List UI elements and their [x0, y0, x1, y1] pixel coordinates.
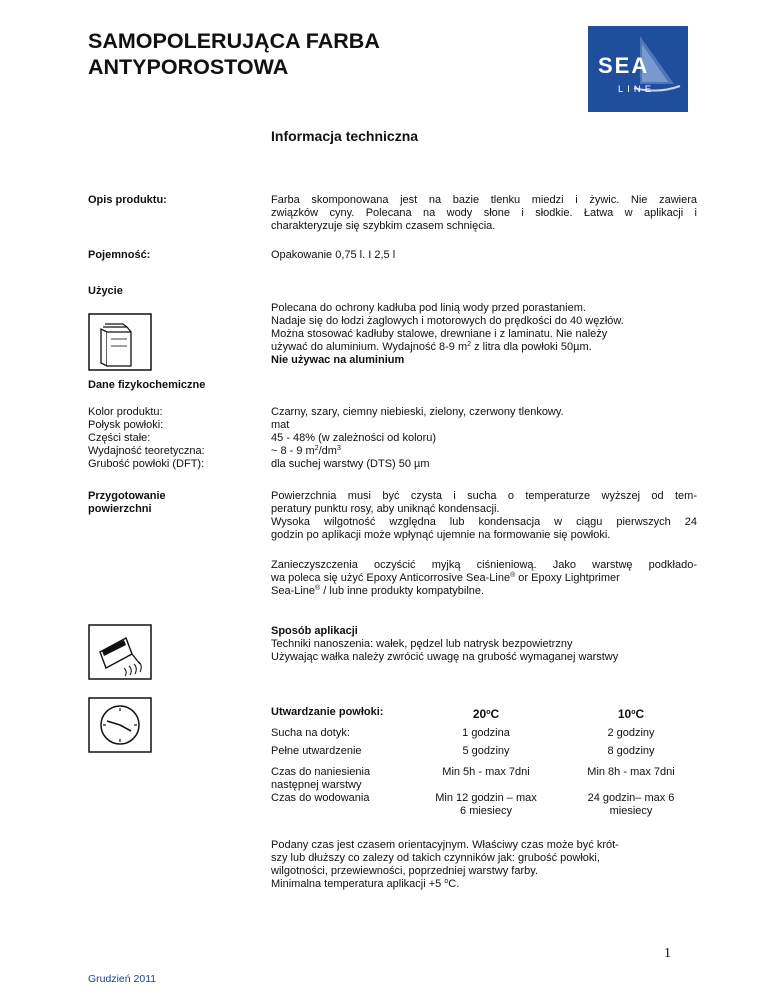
uzycie-line4-a: używać do aluminium. Wydajność 8-9 m: [271, 341, 468, 353]
curing-row-label: Pełne utwardzenie: [271, 745, 362, 757]
wydajnosc-b: /dm: [318, 445, 337, 457]
przygotowanie-text-2: [271, 559, 697, 598]
uwaga-line: Podany czas jest czasem orientacyjnym. Właściwy czas może być krót-: [271, 839, 619, 851]
curing-cell: 1 godzina: [462, 727, 510, 739]
uwaga-line: [271, 878, 697, 891]
pojemnosc-text: Opakowanie 0,75 l. I 2,5 l: [271, 249, 396, 261]
property-label: Kolor produktu:: [88, 406, 163, 418]
property-label: Grubość powłoki (DFT):: [88, 458, 205, 470]
uwaga-line: wilgotności, przewiewności, poprzedniej warstwy farby.: [271, 865, 538, 877]
property-value: mat: [271, 419, 290, 431]
curing-temp-10: [561, 708, 701, 721]
uwaga-text: [271, 839, 697, 891]
property-value: dla suchej warstwy (DTS) 50 µm: [271, 458, 430, 470]
opis-line: związków cyny. Polecana na wody słone i słodkie. Łatwa w aplikacji i: [271, 207, 697, 219]
temp-10-unit: C: [635, 707, 645, 721]
title-line-1: SAMOPOLERUJĄCA FARBA: [88, 29, 380, 53]
wydajnosc-sup1: 2: [314, 445, 319, 452]
logo-text-sea: SEA: [598, 53, 650, 78]
przygotowanie-p2-line: [271, 572, 697, 585]
property-label: Połysk powłoki:: [88, 419, 164, 431]
footer-date: Grudzień 2011: [88, 973, 157, 985]
uwaga-line4-b: C.: [448, 878, 460, 890]
przygotowanie-line: peratury punktu rosy, aby uniknąć kondensacji.: [271, 503, 500, 515]
degree-mark: o: [486, 709, 491, 716]
curing-cell: 2 godziny: [607, 727, 655, 739]
registered-mark: ®: [315, 585, 321, 592]
p2-line2-b: or Epoxy Lightprimer: [515, 572, 620, 584]
registered-mark: ®: [510, 572, 516, 579]
uzycie-line4-b: z litra dla powłoki 50µm.: [471, 341, 592, 353]
p2-line3-b: / lub inne produkty kompatybilne.: [320, 585, 485, 597]
curing-cell: Min 8h - max 7dni: [587, 766, 675, 778]
curing-row-label: Sucha na dotyk:: [271, 727, 350, 739]
curing-cell-line: 24 godzin– max 6: [587, 792, 675, 804]
curing-cell: 5 godziny: [462, 745, 510, 757]
aplikacja-line: Techniki nanoszenia: wałek, pędzel lub natrysk bezpowietrzny: [271, 638, 573, 650]
przygotowanie-p2-line: Zanieczyszczenia oczyścić myjką ciśnieniową. Jako warstwę podkłado-: [271, 559, 697, 571]
przygotowanie-text: [271, 490, 697, 542]
przygotowanie-line: godzin po aplikacji może wpłynąć ujemnie na formowanie się powłoki.: [271, 529, 611, 541]
dane-property-list: [88, 406, 205, 471]
utwardzanie-heading: Utwardzanie powłoki:: [271, 706, 384, 718]
section-title: Informacja techniczna: [271, 128, 419, 144]
p2-line3-a: Sea-Line: [271, 585, 316, 597]
property-label: Części stałe:: [88, 432, 151, 444]
title-line-2: ANTYPOROSTOWA: [88, 55, 289, 79]
wydajnosc-sup2: 3: [336, 445, 341, 452]
przygotowanie-line: Wysoka wilgotność względna lub kondensacja w ciągu pierwszych 24: [271, 516, 697, 528]
document-title: [88, 28, 468, 80]
page-number: 1: [664, 946, 671, 961]
opis-label: Opis produktu:: [88, 194, 167, 206]
temp-20-unit: C: [490, 707, 500, 721]
aplikacja-section: [271, 625, 697, 664]
brush-roller-icon: [88, 624, 152, 680]
opis-line: Farba skomponowana jest na bazie tlenku miedzi i żywic. Nie zawiera: [271, 194, 697, 206]
curing-cell-line: miesiecy: [609, 805, 653, 817]
temp-10-value: 10: [617, 707, 632, 721]
curing-row-label: [271, 766, 370, 792]
uzycie-warning: Nie używac na aluminium: [271, 354, 405, 366]
opis-text: [271, 194, 697, 233]
curing-cell: [561, 792, 701, 818]
book-icon: [88, 313, 152, 371]
sea-line-logo-graphic: [588, 26, 688, 112]
p2-line2-a: wa poleca się użyć Epoxy Anticorrosive Sea-Line: [271, 572, 511, 584]
przygotowanie-p2-line: [271, 585, 697, 598]
przygotowanie-label-line: Przygotowanie: [88, 490, 166, 502]
curing-row-label-line: Czas do naniesienia: [271, 766, 371, 778]
sea-line-logo: [588, 26, 688, 112]
curing-cell-line: 6 miesiecy: [460, 805, 512, 817]
przygotowanie-label: [88, 490, 166, 516]
uzycie-line: Polecana do ochrony kadłuba pod linią wody przed porastaniem.: [271, 302, 586, 314]
curing-table: [271, 706, 701, 836]
pojemnosc-label: Pojemność:: [88, 249, 151, 261]
przygotowanie-line: Powierzchnia musi być czysta i sucha o temperaturze wyższej od tem-: [271, 490, 697, 502]
temp-20-value: 20: [472, 707, 487, 721]
aplikacja-line: Używając wałka należy zwrócić uwagę na grubość wymaganej warstwy: [271, 651, 619, 663]
curing-cell-line: Min 12 godzin – max: [435, 792, 537, 804]
uzycie-label: Użycie: [88, 285, 123, 297]
dane-property-values: [271, 406, 697, 471]
curing-row-label: Czas do wodowania: [271, 792, 370, 804]
uzycie-line: [271, 341, 697, 354]
uzycie-line4-sup: 2: [467, 341, 472, 348]
uzycie-line: Nadaje się do łodzi żaglowych i motorowych do prędkości do 40 węzłów.: [271, 315, 624, 327]
curing-row-label-line: następnej warstwy: [271, 779, 362, 791]
uzycie-text: [271, 302, 697, 367]
aplikacja-heading: Sposób aplikacji: [271, 625, 358, 637]
logo-text-line: LINE: [618, 84, 656, 95]
clock-icon: [88, 697, 152, 753]
uzycie-line: Można stosować kadłuby stalowe, drewniane i z laminatu. Nie należy: [271, 328, 608, 340]
opis-line: charakteryzuje się szybkim czasem schnięcia.: [271, 220, 496, 232]
uwaga-line: szy lub dłuższy co zalezy od takich czynników jak: grubość powłoki,: [271, 852, 600, 864]
degree-mark: o: [444, 878, 449, 885]
property-label: Wydajność teoretyczna:: [88, 445, 205, 457]
curing-temp-20: [401, 708, 571, 721]
curing-cell: Min 5h - max 7dni: [442, 766, 530, 778]
wydajnosc-a: ~ 8 - 9 m: [271, 445, 315, 457]
dane-label: Dane fizykochemiczne: [88, 379, 206, 391]
property-value: 45 - 48% (w zależności od koloru): [271, 432, 437, 444]
uwaga-line4-a: Minimalna temperatura aplikacji +5: [271, 878, 445, 890]
property-value: [271, 445, 697, 458]
property-value: Czarny, szary, ciemny niebieski, zielony, czerwony tlenkowy.: [271, 406, 564, 418]
degree-mark: o: [631, 709, 636, 716]
curing-cell: 8 godziny: [607, 745, 655, 757]
przygotowanie-label-line: powierzchni: [88, 503, 152, 515]
curing-cell: [401, 792, 571, 818]
